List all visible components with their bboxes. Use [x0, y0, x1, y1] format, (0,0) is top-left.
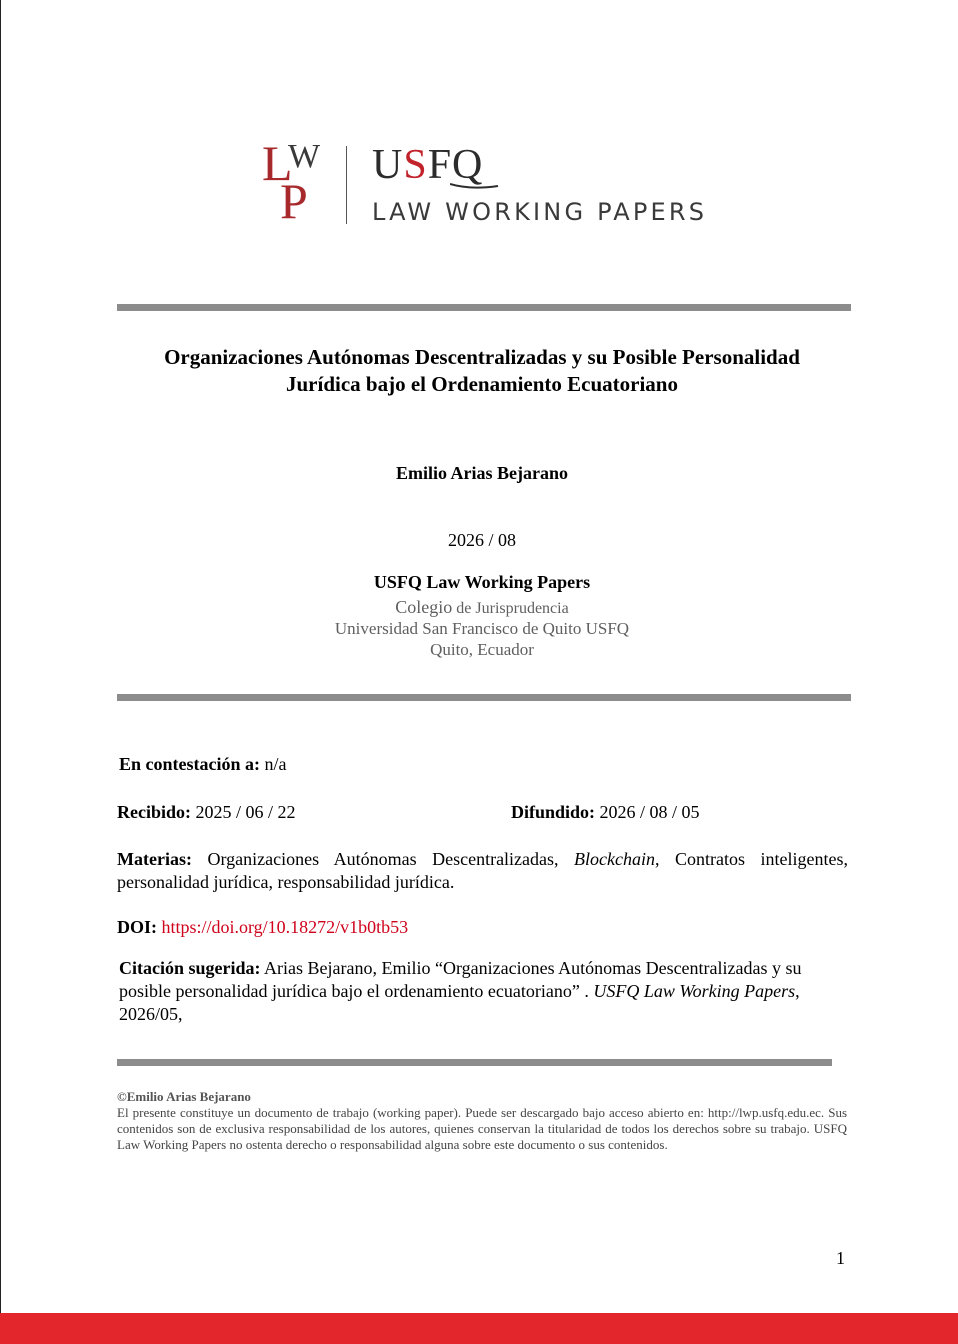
title-line-1: Organizaciones Autónomas Descentralizadas y su Posible Personalidad	[164, 345, 800, 369]
page-edge	[0, 0, 1, 1344]
usfq-dragon-s-icon: S	[403, 142, 428, 188]
response-value: n/a	[260, 754, 287, 774]
response-to	[119, 753, 287, 776]
lwp-logo-mark	[262, 135, 324, 229]
published-label: Difundido:	[511, 802, 596, 822]
published-date	[511, 801, 700, 824]
paper-title	[117, 344, 847, 398]
copyright-notice: ©Emilio Arias Bejarano	[117, 1089, 251, 1104]
logo-letter-l: L	[262, 135, 293, 191]
title-line-2: Jurídica bajo el Ordenamiento Ecuatoriano	[286, 372, 678, 396]
bottom-red-bar	[0, 1313, 958, 1344]
bottom-rule	[117, 1059, 832, 1066]
usfq-letter-u: U	[372, 142, 404, 188]
institution-college	[117, 597, 847, 618]
subjects-label: Materias:	[117, 849, 192, 869]
subjects-part-2: , Contratos inteligentes, personalidad jurídica, responsabilidad jurídica.	[117, 849, 848, 892]
received-value: 2025 / 06 / 22	[191, 802, 296, 822]
citation-journal: USFQ Law Working Papers	[593, 981, 796, 1001]
logo-letter-w: W	[288, 138, 321, 175]
doi-label: DOI:	[117, 917, 157, 937]
series-name: USFQ Law Working Papers	[373, 572, 591, 592]
page-number: 1	[836, 1248, 845, 1268]
disclaimer-text: El presente constituye un documento de trabajo (working paper). Puede ser descargado bajo acceso abierto en: http://lwp.usfq.edu.ec. Sus contenidos son de exclusiva responsabilidad de los autores, quienes conservan la titularidad de todos los derechos sobre su trabajo. USFQ Law Working Papers no ostenta derecho o responsabilidad alguna sobre este documento o sus contenidos.	[117, 1105, 847, 1152]
doi	[117, 916, 408, 939]
usfq-letters-fq: FQ	[427, 142, 484, 188]
subjects-part-1: Organizaciones Autónomas Descentralizadas,	[191, 849, 575, 869]
published-value: 2026 / 08 / 05	[595, 802, 700, 822]
received-date	[117, 801, 296, 824]
received-label: Recibido:	[117, 802, 191, 822]
citation-part-1: Arias Bejarano, Emilio “Organizaciones Autónomas Descentralizadas y su posible personalidad jurídica bajo el ordenamiento ecuatoriano” .	[119, 958, 802, 1001]
institution-university: Universidad San Francisco de Quito USFQ	[334, 619, 630, 638]
top-rule	[117, 304, 851, 311]
doi-link[interactable]: https://doi.org/10.18272/v1b0tb53	[161, 917, 409, 937]
institution-city: Quito, Ecuador	[430, 640, 534, 659]
logo-subtitle: LAW WORKING PAPERS	[372, 198, 708, 226]
paper-number: 2026 / 08	[447, 530, 516, 550]
response-label: En contestación a:	[119, 754, 260, 774]
suggested-citation	[119, 957, 844, 1026]
logo-divider	[346, 146, 347, 224]
author-name: Emilio Arias Bejarano	[396, 463, 568, 483]
usfq-q-tail-icon	[450, 180, 500, 190]
middle-rule	[117, 694, 851, 701]
subjects-italic: Blockchain	[574, 849, 656, 869]
subjects	[117, 848, 848, 894]
citation-label: Citación sugerida:	[119, 958, 261, 978]
lwp-usfq-logo	[262, 135, 722, 232]
college-word: Colegio	[395, 597, 453, 617]
citation-part-2: , 2026/05,	[119, 981, 800, 1024]
college-rest: de Jurisprudencia	[452, 600, 569, 617]
logo-letter-p: P	[280, 173, 308, 229]
